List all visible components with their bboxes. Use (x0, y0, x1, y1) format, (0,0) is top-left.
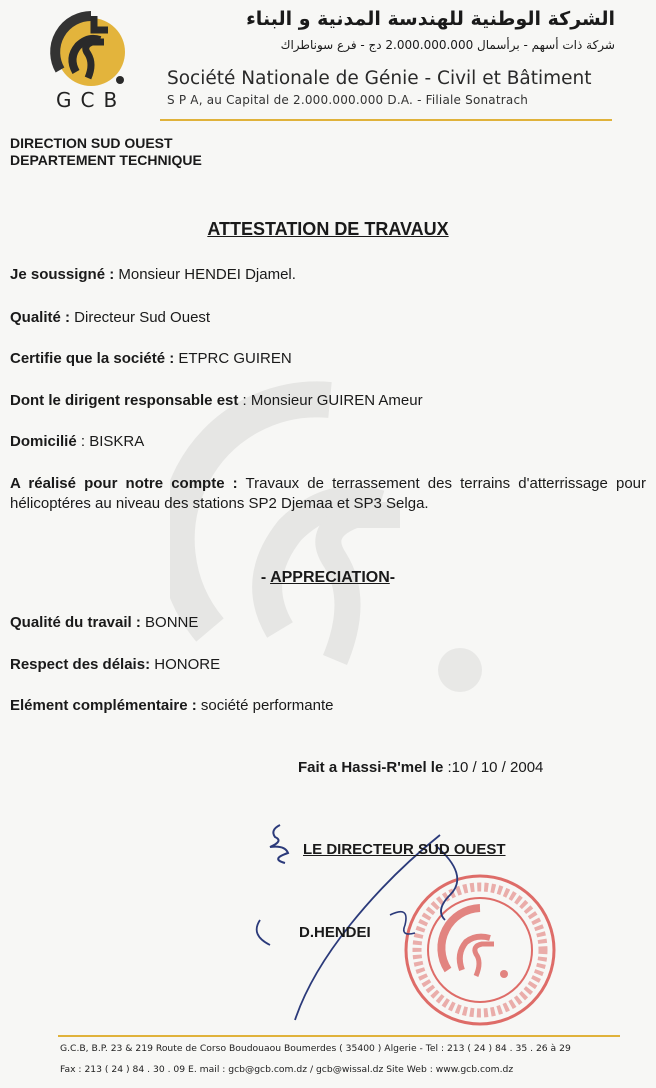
field-soussigne (10, 265, 646, 285)
place-label: Fait a Hassi-R'mel le (298, 759, 444, 776)
field-label: Respect des délais: (10, 656, 151, 673)
field-label: Qualité : (10, 309, 71, 326)
field-value: ETPRC GUIREN (174, 350, 292, 367)
company-subtitle-arabic: شركة ذات أسهم - برأسمال 2.000.000.000 دج - فرع سوناطراك (280, 38, 615, 52)
field-value: BONNE (140, 614, 199, 631)
field-value: : BISKRA (76, 433, 145, 450)
field-qualite (10, 308, 646, 328)
field-societe (10, 349, 646, 369)
field-value: Monsieur HENDEI Djamel. (114, 266, 296, 283)
company-name-arabic: الشركة الوطنية للهندسة المدنية و البناء (246, 8, 615, 30)
field-element-complementaire (10, 696, 646, 716)
direction-block (10, 135, 202, 169)
date-value: :10 / 10 / 2004 (443, 759, 544, 776)
direction-line: DIRECTION SUD OUEST (10, 135, 173, 151)
appreciation-heading (0, 569, 656, 587)
field-label: A réalisé pour notre compte : (10, 475, 238, 492)
signatory-name: D.HENDEI (299, 924, 371, 941)
field-label: Certifie que la société : (10, 350, 175, 367)
field-qualite-travail (10, 613, 646, 633)
field-value: HONORE (150, 656, 221, 673)
field-label: Je soussigné : (10, 266, 115, 283)
field-label: Dont le dirigent responsable est (10, 392, 239, 409)
appreciation-dash: - (260, 569, 271, 586)
appreciation-text: APPRECIATION (270, 569, 390, 586)
field-label: Qualité du travail : (10, 614, 141, 631)
field-realise (10, 474, 646, 514)
document-title (0, 219, 656, 240)
field-value: : Monsieur GUIREN Ameur (238, 392, 423, 409)
field-value: société performante (196, 697, 334, 714)
field-label: Elément complémentaire : (10, 697, 197, 714)
field-label: Domicilié (10, 433, 77, 450)
header-divider (160, 119, 612, 121)
company-subtitle-french: S P A, au Capital de 2.000.000.000 D.A. - Filiale Sonatrach (167, 93, 529, 107)
field-value: Directeur Sud Ouest (70, 309, 211, 326)
company-name-french: Société Nationale de Génie - Civil et Bâtiment (167, 68, 592, 89)
footer-divider (58, 1035, 620, 1037)
signatory-title: LE DIRECTEUR SUD OUEST (303, 841, 506, 858)
field-dirigeant (10, 391, 646, 411)
field-value: Travaux de terrassement des terrains d'atterrissage pour hélicoptéres au niveau des stations SP2 Djemaa et SP3 Selga. (10, 475, 646, 512)
department-line: DEPARTEMENT TECHNIQUE (10, 152, 202, 168)
footer-contact: Fax : 213 ( 24 ) 84 . 30 . 09 E. mail : gcb@gcb.com.dz / gcb@wissal.dz Site Web : www.gcb.com.dz (60, 1064, 514, 1075)
title-text: ATTESTATION DE TRAVAUX (207, 219, 449, 239)
field-domicile (10, 432, 646, 452)
place-date (298, 759, 543, 776)
field-respect-delais (10, 655, 646, 675)
logo-text: GCB (56, 88, 127, 112)
footer-address: G.C.B, B.P. 23 & 219 Route de Corso Boudouaou Boumerdes ( 35400 ) Algerie - Tel : 213 ( 24 ) 84 . 35 . 26 à 29 (60, 1043, 571, 1054)
appreciation-dash: - (389, 569, 396, 586)
